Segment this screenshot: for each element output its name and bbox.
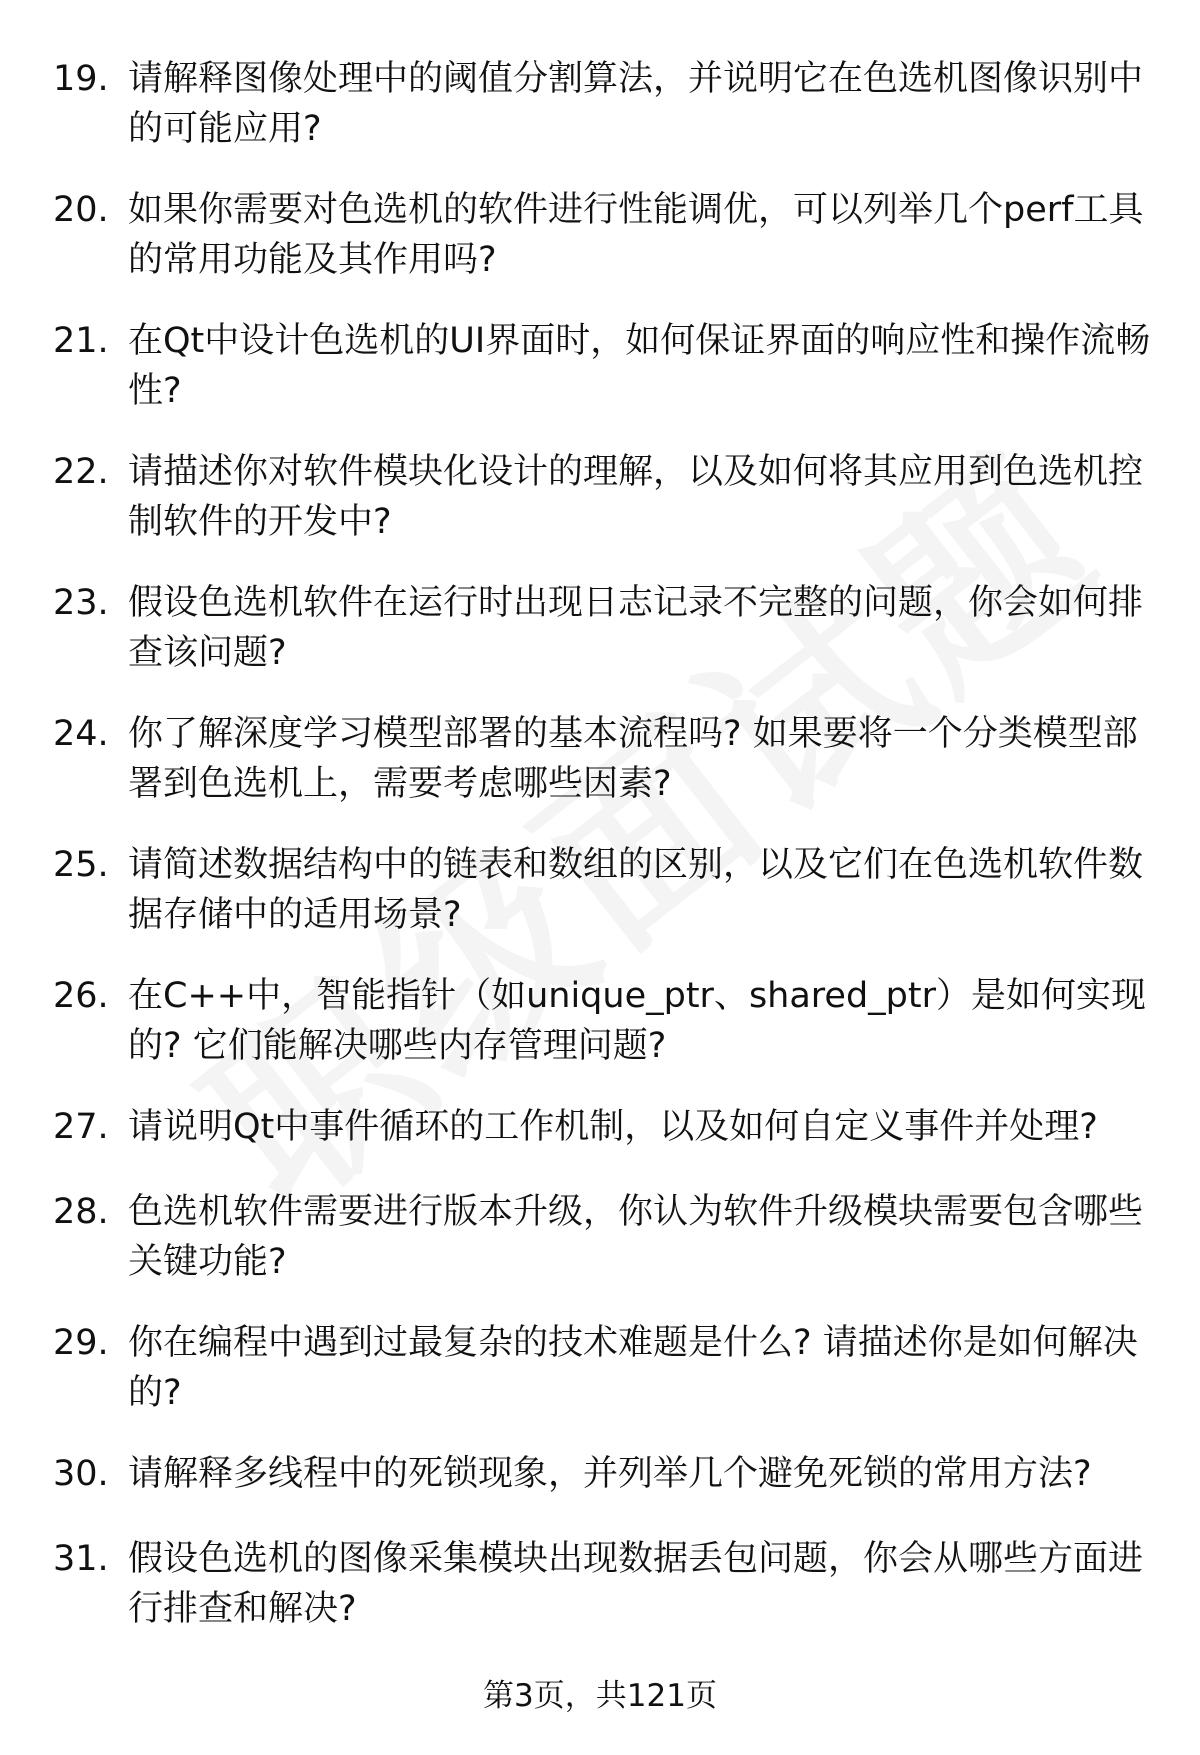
list-item	[0, 1534, 1200, 1665]
question-list	[0, 54, 1200, 1665]
list-item	[0, 54, 1200, 185]
question-number: 25.	[53, 845, 109, 885]
question-number: 26.	[53, 976, 109, 1016]
question-text: 假设色选机的图像采集模块出现数据丢包问题，你会从哪些方面进行排查和解决?	[128, 1539, 1144, 1629]
question-text: 如果你需要对色选机的软件进行性能调优，可以列举几个perf工具的常用功能及其作用吗?	[128, 190, 1144, 280]
question-text: 在C++中，智能指针（如unique_ptr、shared_ptr）是如何实现的? 它们能解决哪些内存管理问题?	[128, 976, 1147, 1066]
question-text: 请描述你对软件模块化设计的理解，以及如何将其应用到色选机控制软件的开发中?	[128, 452, 1144, 542]
list-item	[0, 1102, 1200, 1187]
question-number: 19.	[53, 59, 109, 99]
question-text: 请简述数据结构中的链表和数组的区别，以及它们在色选机软件数据存储中的适用场景?	[128, 845, 1144, 935]
question-number: 21.	[53, 321, 109, 361]
question-number: 22.	[53, 452, 109, 492]
page-number-footer: 第3页，共121页	[483, 1678, 717, 1714]
list-item	[0, 840, 1200, 971]
list-item	[0, 709, 1200, 840]
list-item	[0, 971, 1200, 1102]
list-item	[0, 447, 1200, 578]
question-text: 色选机软件需要进行版本升级，你认为软件升级模块需要包含哪些关键功能?	[128, 1192, 1144, 1282]
question-number: 27.	[53, 1107, 109, 1147]
question-number: 24.	[53, 714, 109, 754]
list-item	[0, 578, 1200, 709]
question-text: 你了解深度学习模型部署的基本流程吗? 如果要将一个分类模型部署到色选机上，需要考虑哪些因素?	[128, 714, 1138, 804]
question-text: 你在编程中遇到过最复杂的技术难题是什么? 请描述你是如何解决的?	[128, 1323, 1138, 1413]
question-number: 23.	[53, 583, 109, 623]
question-number: 29.	[53, 1323, 109, 1363]
question-text: 请解释多线程中的死锁现象，并列举几个避免死锁的常用方法?	[128, 1454, 1092, 1494]
list-item	[0, 316, 1200, 447]
list-item	[0, 1187, 1200, 1318]
question-text: 请说明Qt中事件循环的工作机制，以及如何自定义事件并处理?	[128, 1107, 1098, 1147]
list-item	[0, 185, 1200, 316]
question-text: 假设色选机软件在运行时出现日志记录不完整的问题，你会如何排查该问题?	[128, 583, 1144, 673]
question-number: 20.	[53, 190, 109, 230]
question-number: 28.	[53, 1192, 109, 1232]
list-item	[0, 1449, 1200, 1534]
list-item	[0, 1318, 1200, 1449]
question-number: 30.	[53, 1454, 109, 1494]
question-text: 请解释图像处理中的阈值分割算法，并说明它在色选机图像识别中的可能应用?	[128, 59, 1144, 149]
question-text: 在Qt中设计色选机的UI界面时，如何保证界面的响应性和操作流畅性?	[128, 321, 1151, 411]
question-number: 31.	[53, 1539, 109, 1579]
